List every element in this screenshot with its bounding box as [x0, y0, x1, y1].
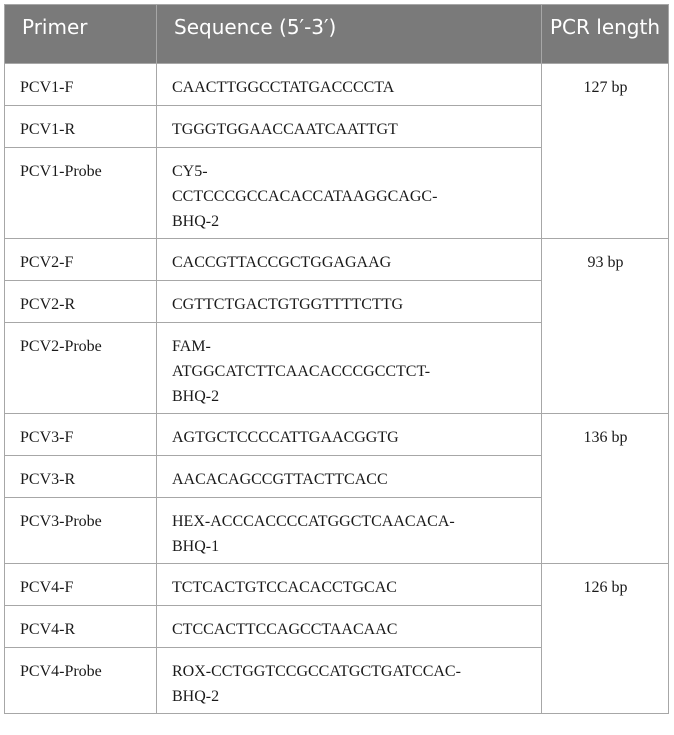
primer-name: PCV2-R	[5, 281, 157, 323]
sequence-line: BHQ-2	[172, 388, 220, 405]
header-row	[5, 5, 669, 64]
sequence-line: HEX-ACCCACCCCATGGCTCAACACA-	[172, 513, 455, 530]
sequence-line: CY5-	[172, 163, 208, 180]
primer-name: PCV3-Probe	[5, 498, 157, 564]
pcr-length: 127 bp	[542, 64, 669, 239]
primer-name: PCV1-R	[5, 106, 157, 148]
primer-sequence	[157, 648, 542, 714]
primer-name: PCV4-R	[5, 606, 157, 648]
primer-sequence: AACACAGCCGTTACTTCACC	[157, 456, 542, 498]
sequence-line: BHQ-2	[172, 213, 220, 230]
pcr-length: 126 bp	[542, 564, 669, 714]
primer-name: PCV2-Probe	[5, 323, 157, 414]
primer-sequence	[157, 148, 542, 239]
header-primer: Primer	[5, 5, 157, 64]
table-row	[5, 64, 669, 106]
sequence-line: BHQ-1	[172, 538, 220, 555]
sequence-line: CCTCCCGCCACACCATAAGGCAGC-	[172, 188, 438, 205]
sequence-line: ATGGCATCTTCAACACCCGCCTCT-	[172, 363, 431, 380]
primer-name: PCV2-F	[5, 239, 157, 281]
primer-name: PCV4-F	[5, 564, 157, 606]
header-pcr-length: PCR length	[542, 5, 669, 64]
sequence-line: BHQ-2	[172, 688, 220, 705]
primer-sequence: CTCCACTTCCAGCCTAACAAC	[157, 606, 542, 648]
pcr-length: 136 bp	[542, 414, 669, 564]
primer-name: PCV4-Probe	[5, 648, 157, 714]
primer-sequence: CACCGTTACCGCTGGAGAAG	[157, 239, 542, 281]
primer-table	[4, 4, 669, 714]
sequence-line: ROX-CCTGGTCCGCCATGCTGATCCAC-	[172, 663, 461, 680]
table-row	[5, 239, 669, 281]
primer-sequence	[157, 498, 542, 564]
primer-sequence: TGGGTGGAACCAATCAATTGT	[157, 106, 542, 148]
primer-name: PCV1-Probe	[5, 148, 157, 239]
primer-name: PCV1-F	[5, 64, 157, 106]
pcr-length: 93 bp	[542, 239, 669, 414]
sequence-line: FAM-	[172, 338, 211, 355]
primer-name: PCV3-F	[5, 414, 157, 456]
header-sequence: Sequence (5′-3′)	[157, 5, 542, 64]
table-row	[5, 564, 669, 606]
primer-sequence: AGTGCTCCCCATTGAACGGTG	[157, 414, 542, 456]
table-row	[5, 414, 669, 456]
primer-sequence: CGTTCTGACTGTGGTTTTCTTG	[157, 281, 542, 323]
primer-sequence	[157, 323, 542, 414]
primer-sequence: CAACTTGGCCTATGACCCCTA	[157, 64, 542, 106]
primer-name: PCV3-R	[5, 456, 157, 498]
primer-sequence: TCTCACTGTCCACACCTGCAC	[157, 564, 542, 606]
